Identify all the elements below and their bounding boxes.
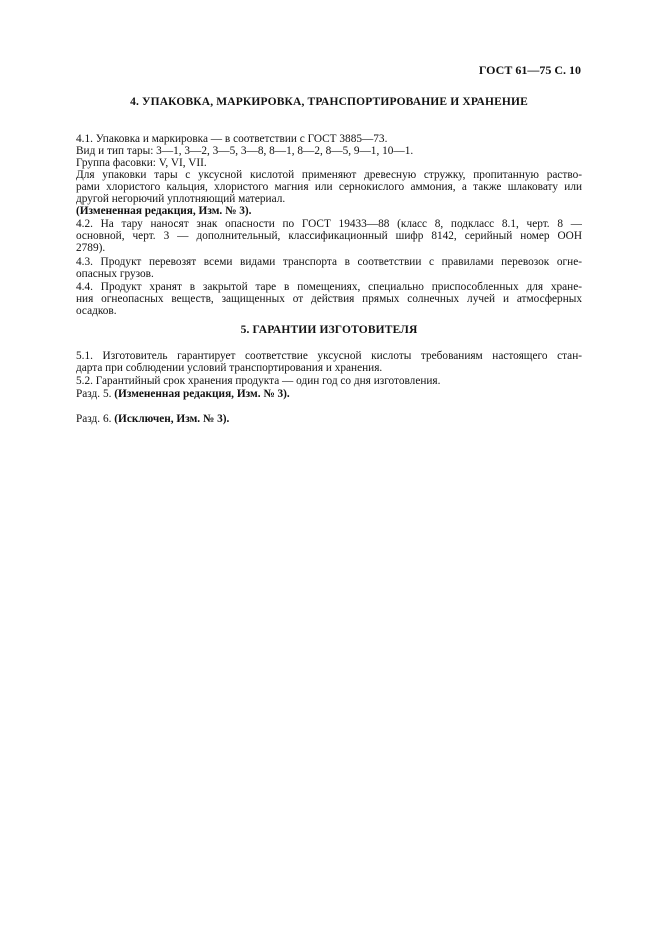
text-4-2-a: 4.2. На тару наносят знак опасности по ГОСТ 19433—88 (класс 8, подкласс 8.1, черт. 8 —	[76, 218, 582, 230]
text-5-1-a: 5.1. Изготовитель гарантирует соответствие уксусной кислоты требованиям настоящего стан-	[76, 350, 582, 362]
paragraph-line	[76, 305, 582, 317]
paragraph-line	[76, 242, 582, 254]
text-section-5-ref: Разд. 5.	[76, 388, 112, 400]
text-5-2: 5.2. Гарантийный срок хранения продукта — один год со дня изготовления.	[76, 375, 441, 387]
text-packing-group: Группа фасовки: V, VI, VII.	[76, 157, 207, 169]
text-4-3-a: 4.3. Продукт перевозят всеми видами транспорта в соответствии с правилами перевозок огне-	[76, 256, 582, 268]
paragraph-line	[76, 169, 582, 181]
paragraph-line	[76, 268, 582, 280]
paragraph-line	[76, 293, 582, 305]
text-amendment-4-1: (Измененная редакция, Изм. № 3).	[76, 205, 252, 217]
paragraph-line	[76, 218, 582, 230]
paragraph-line	[76, 362, 582, 374]
paragraph-line	[76, 388, 582, 400]
text-4-4-c: осадков.	[76, 305, 117, 317]
text-packing-material-2: рами хлористого кальция, хлористого магния или сернокислого аммония, а также шлаковату или	[76, 181, 582, 193]
paragraph-line	[76, 145, 582, 157]
text-4-4-b: ния огнеопасных веществ, защищенных от действия прямых солнечных лучей и атмосферных	[76, 293, 582, 305]
text-4-2-b: основной, черт. 3 — дополнительный, классификационный шифр 8142, серийный номер ООН	[76, 230, 582, 242]
text-4-2-c: 2789).	[76, 242, 106, 254]
text-packing-material-3: другой негорючий уплотняющий материал.	[76, 193, 286, 205]
section-4-title: 4. УПАКОВКА, МАРКИРОВКА, ТРАНСПОРТИРОВАНИЕ И ХРАНЕНИЕ	[130, 96, 528, 108]
paragraph-line	[76, 157, 582, 169]
text-5-1-b: дарта при соблюдении условий транспортирования и хранения.	[76, 362, 383, 374]
text-4-3-b: опасных грузов.	[76, 268, 154, 280]
text-4-1: 4.1. Упаковка и маркировка — в соответствии с ГОСТ 3885—73.	[76, 133, 388, 145]
text-section-6-excluded: (Исключен, Изм. № 3).	[114, 413, 230, 425]
paragraph-line	[76, 375, 582, 387]
paragraph-line	[76, 230, 582, 242]
paragraph-line	[76, 350, 582, 362]
text-section-6-ref: Разд. 6.	[76, 413, 112, 425]
paragraph-line	[76, 181, 582, 193]
text-amendment-5: (Измененная редакция, Изм. № 3).	[114, 388, 290, 400]
paragraph-line	[76, 281, 582, 293]
amendment-note	[76, 205, 582, 217]
text-packing-material-1: Для упаковки тары с уксусной кислотой применяют древесную стружку, пропитанную раство-	[76, 169, 582, 181]
text-container-types: Вид и тип тары: 3—1, 3—2, 3—5, 3—8, 8—1, 8—2, 8—5, 9—1, 10—1.	[76, 145, 414, 157]
paragraph-line	[76, 133, 582, 145]
paragraph-line	[76, 193, 582, 205]
text-4-4-a: 4.4. Продукт хранят в закрытой таре в помещениях, специально приспособленных для хране-	[76, 281, 582, 293]
paragraph-line	[76, 413, 582, 425]
page-header: ГОСТ 61—75 С. 10	[478, 63, 581, 77]
section-5-title: 5. ГАРАНТИИ ИЗГОТОВИТЕЛЯ	[240, 324, 418, 336]
paragraph-line	[76, 256, 582, 268]
